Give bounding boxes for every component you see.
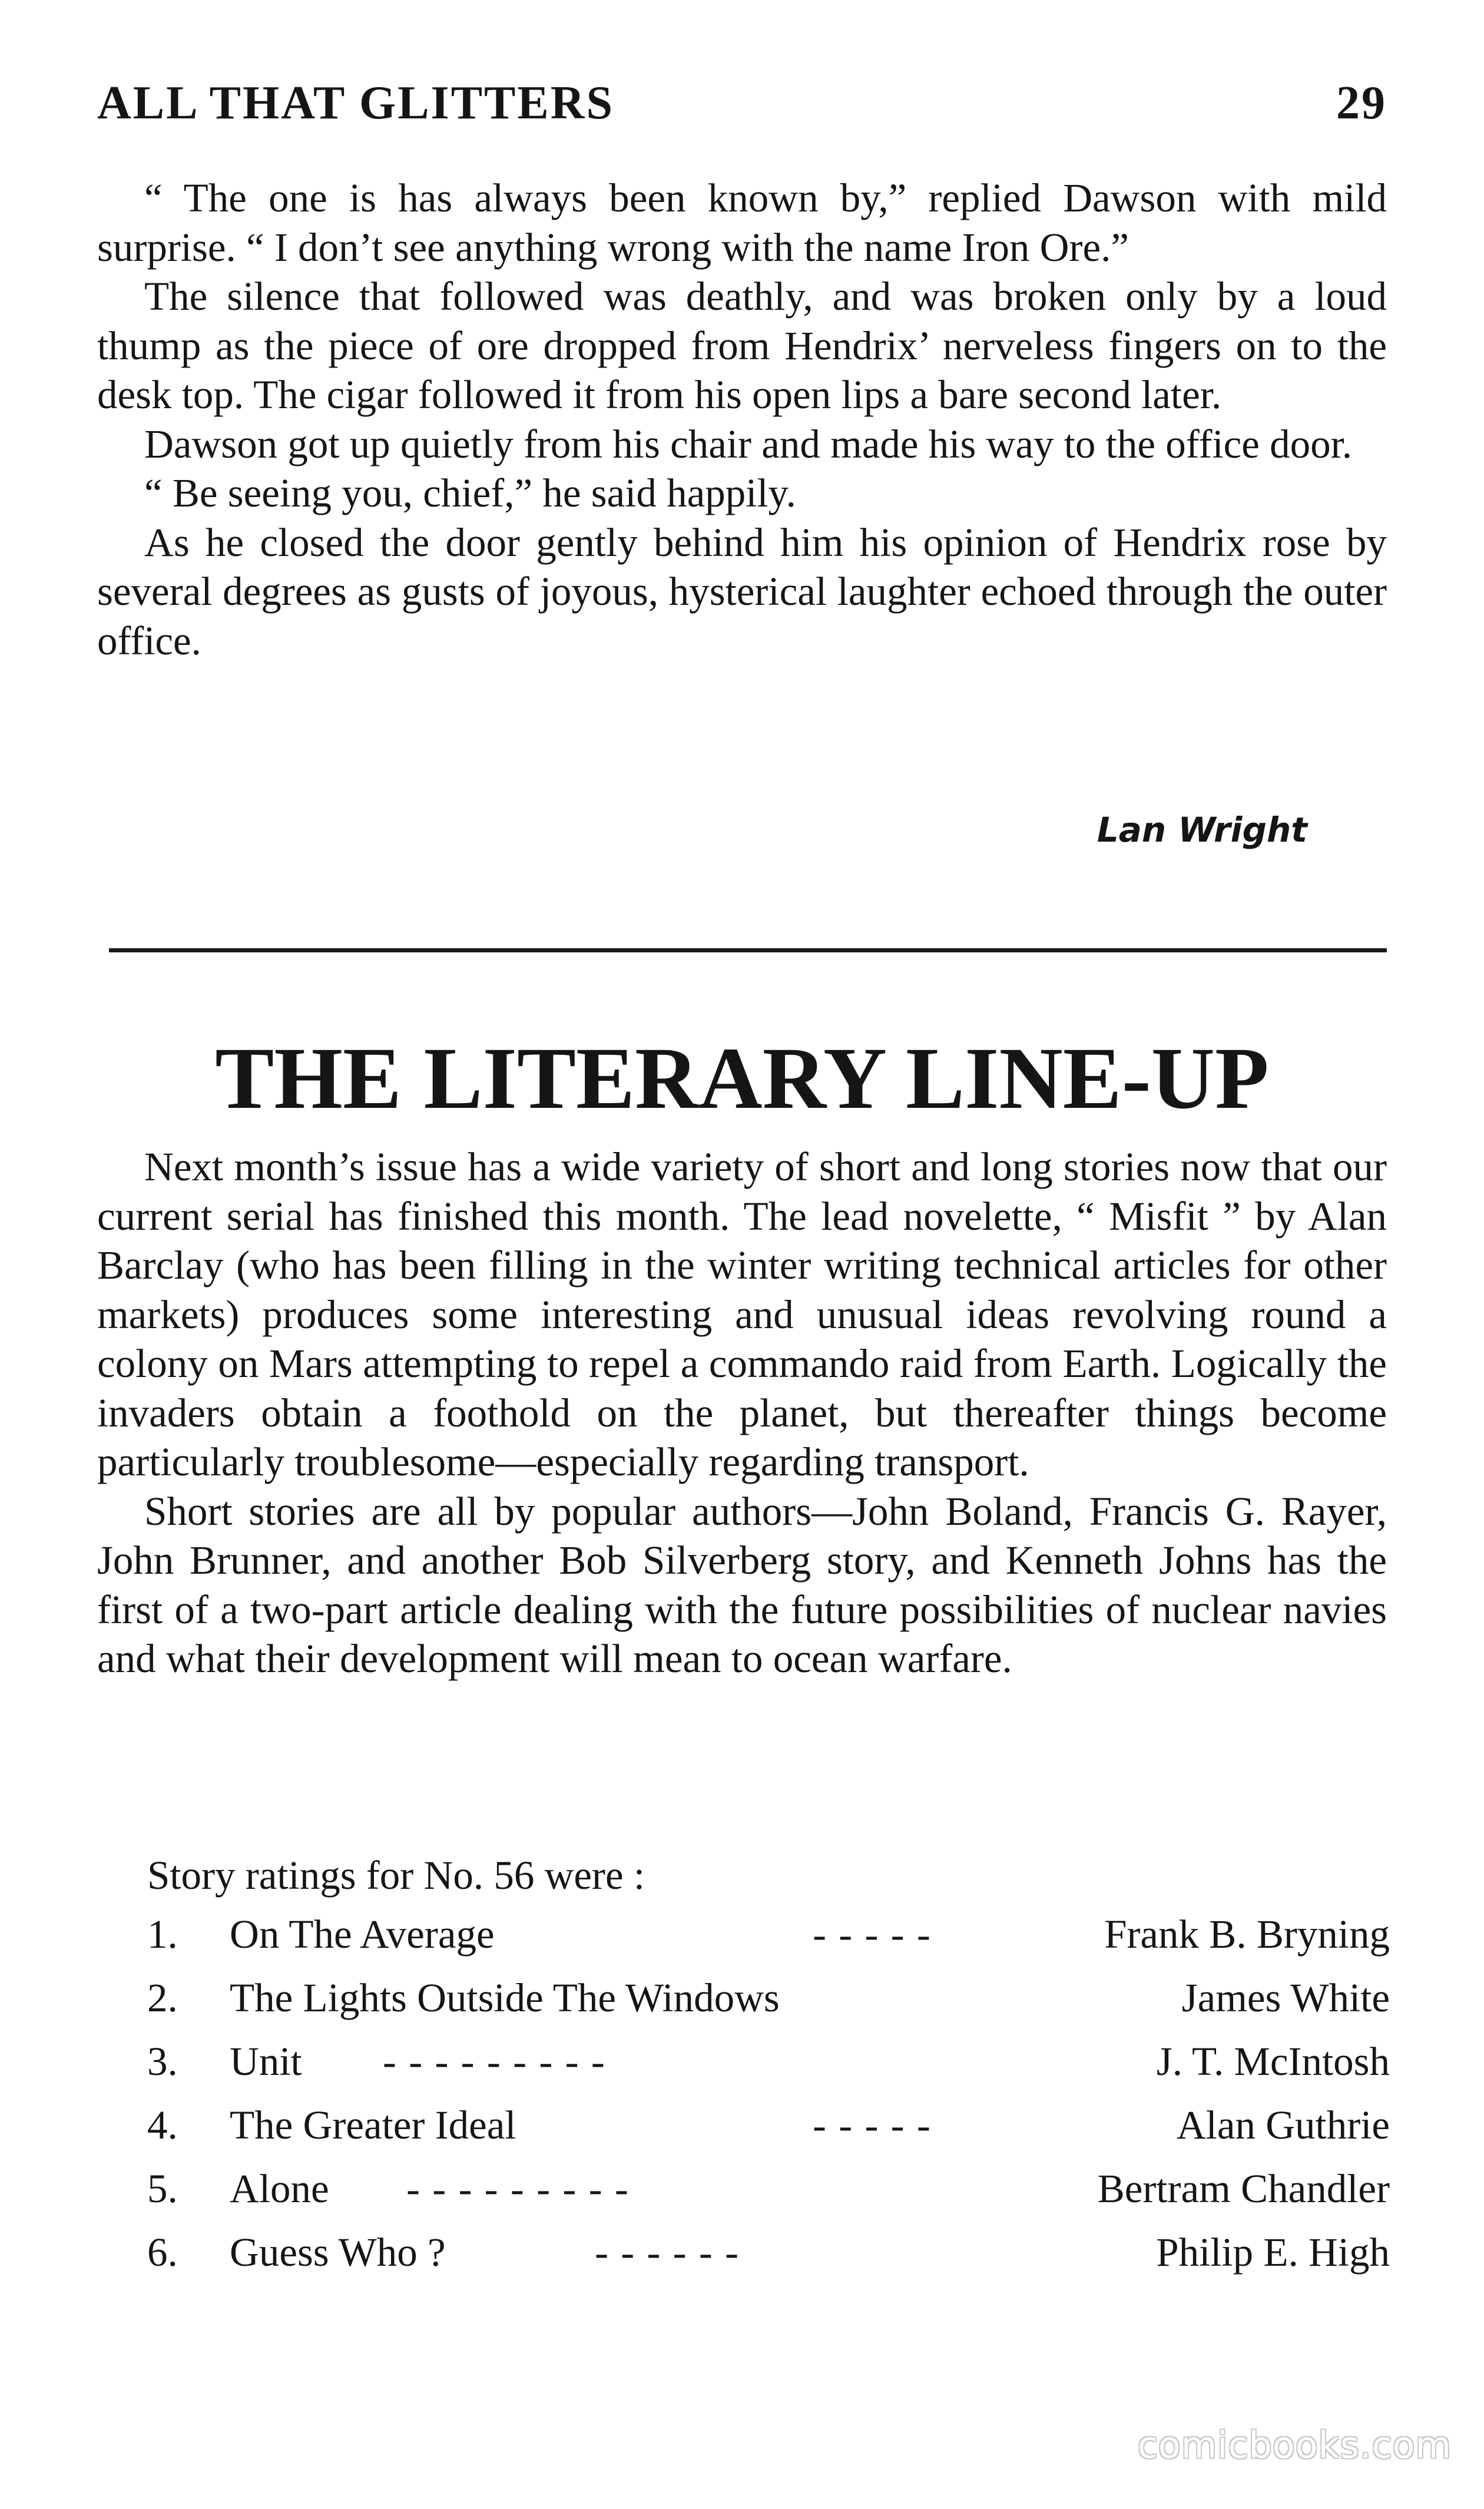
story-paragraph: “ Be seeing you, chief,” he said happily. (144, 471, 796, 515)
story-paragraph: “ The one is has always been known by,” replied Dawson with mild surprise. “ I don’t see anything wrong with the name Iron Ore.” (97, 176, 1387, 270)
running-title: ALL THAT GLITTERS (97, 77, 615, 129)
dot-leader: - - - - - - (595, 2230, 740, 2275)
dot-leader: - - - - - - - - - (406, 2166, 630, 2211)
story-paragraph: Dawson got up quietly from his chair and made his way to the office door. (144, 421, 1353, 466)
rating-story: On The Average (230, 1912, 495, 1957)
page-number: 29 (1336, 77, 1387, 129)
rating-number: 6. (147, 2230, 178, 2275)
rating-number: 4. (147, 2103, 178, 2147)
rating-author: James White (1181, 1975, 1390, 2020)
running-head (97, 77, 1387, 141)
rating-story: Unit (230, 2039, 302, 2084)
dot-leader: - - - - - (813, 2103, 932, 2147)
dot-leader: - - - - - (813, 1912, 932, 1957)
rating-story: The Greater Ideal (230, 2103, 516, 2147)
story-paragraph: As he closed the door gently behind him his opinion of Hendrix rose by several degrees as gusts of joyous, hysterical laughter echoed through the outer office. (97, 519, 1387, 663)
rating-row (147, 2229, 1390, 2293)
rating-author: J. T. McIntosh (1156, 2039, 1390, 2084)
rating-story: The Lights Outside The Windows (230, 1975, 780, 2020)
rating-number: 5. (147, 2166, 178, 2211)
author-byline: Lan Wright (1097, 810, 1307, 850)
dot-leader: - - - - - - - - - (383, 2039, 606, 2084)
ratings-list (147, 1911, 1390, 2293)
rating-author: Frank B. Bryning (1104, 1912, 1390, 1957)
lineup-paragraph: Next month’s issue has a wide variety of short and long stories now that our current serial has finished this month. The lead novelette, “ Misfit ” by Alan Barclay (who has been filling in the winter writing technical articles for other markets) produces some interesting and unusual ideas revolving round a colony on Mars attempting to repel a commando raid from Earth. Logically the invaders obtain a foothold on the planet, but thereafter things become particularly troublesome—especially regarding transport. (97, 1144, 1387, 1484)
rating-author: Alan Guthrie (1176, 2103, 1390, 2147)
rating-story: Alone (230, 2166, 329, 2211)
rating-author: Bertram Chandler (1097, 2166, 1390, 2211)
story-paragraph: The silence that followed was deathly, and was broken only by a loud thump as the piece of ore dropped from Hendrix’ nerveless fingers on to the desk top. The cigar followed it from his open lips a bare second later. (97, 274, 1387, 417)
rating-row (147, 2166, 1390, 2229)
rating-number: 1. (147, 1912, 178, 1957)
rating-number: 2. (147, 1975, 178, 2020)
rating-row (147, 2102, 1390, 2166)
rating-number: 3. (147, 2039, 178, 2084)
rating-row (147, 1911, 1390, 1975)
section-divider (109, 948, 1387, 952)
rating-author: Philip E. High (1156, 2230, 1390, 2275)
story-ending (97, 174, 1387, 666)
rating-row (147, 2038, 1390, 2102)
rating-row (147, 1975, 1390, 2038)
lineup-paragraph: Short stories are all by popular authors—John Boland, Francis G. Rayer, John Brunner, and another Bob Silverberg story, and Kenneth Johns has the first of a two-part article dealing with the future possibilities of nuclear navies and what their development will mean to ocean warfare. (97, 1488, 1387, 1681)
ratings-intro: Story ratings for No. 56 were : (147, 1853, 645, 1898)
section-title: THE LITERARY LINE-UP (215, 1030, 1269, 1127)
rating-story: Guess Who ? (230, 2230, 446, 2275)
lineup-text (97, 1143, 1387, 1684)
site-watermark: comicbooks.com (1137, 2424, 1452, 2467)
